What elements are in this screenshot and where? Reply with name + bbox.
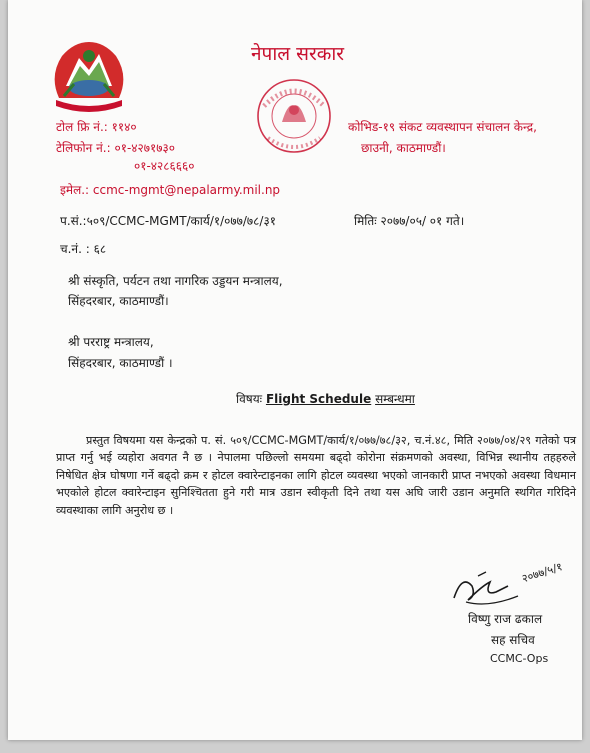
recipient-2-line2: सिंहदरबार, काठमाण्डौं ।: [68, 356, 173, 370]
phone-number-1: टेलिफोन नं.: ०१-४२७१७३०: [56, 141, 175, 155]
signatory-name: विष्णु राज ढकाल: [468, 612, 543, 626]
signatory-title: सह सचिव: [491, 633, 535, 647]
office-address: छाउनी, काठमाण्डौं।: [361, 141, 446, 155]
subject-title-english: Flight Schedule: [265, 392, 372, 406]
email-address: इमेल.: ccmc-mgmt@nepalarmy.mil.np: [60, 183, 281, 197]
phone-number-2: ०१-४२८६६६०: [134, 159, 195, 173]
subject-line: [236, 390, 415, 407]
signatory-unit: CCMC-Ops: [490, 652, 549, 665]
subject-label: विषयः: [236, 392, 263, 406]
recipient-1-line1: श्री संस्कृति, पर्यटन तथा नागरिक उड्डयन मन्त्रालय,: [68, 274, 283, 288]
tollfree-number: टोल फ्रि नं.: ११४०: [56, 120, 137, 134]
recipient-2-line1: श्री परराष्ट्र मन्त्रालय,: [68, 335, 154, 349]
office-seal: [248, 76, 340, 158]
nepal-emblem: [44, 36, 134, 114]
subject-title-nepali: सम्बन्धमा: [375, 392, 415, 406]
recipient-1-line2: सिंहदरबार, काठमाण्डौं।: [68, 294, 169, 308]
letter-page: [8, 0, 582, 740]
dispatch-number: च.नं. : ६८: [60, 242, 107, 256]
office-name: कोभिड-१९ संकट व्यवस्थापन संचालन केन्द्र,: [348, 120, 537, 134]
letter-body-text: प्रस्तुत विषयमा यस केन्द्रको प. सं. ५०९/CCMC-MGMT/कार्य/१/०७७/७८/३२, च.नं.४८, मिति २०७७/०४/२९ गतेको पत्र प्राप्त गर्नु भई व्यहोरा अवगत नै छ । नेपालमा पछिल्लो समयमा बढ्दो कोरोना संक्रमणको अवस्था, विभिन्न स्थानीय तहहरुले निषेधित क्षेत्र घोषणा गर्ने बढ्दो क्रम र होटल क्वारेन्टाइनका लागि होटल व्यवस्था भएको जानकारी प्राप्त नभएको अवस्था विधमान भएकोले होटल क्वारेन्टाइन सुनिश्चितता हुने गरी मात्र उडान स्वीकृती दिने तथा यस अघि जारी उडान अनुमति स्थगित गरिदिने व्यवस्थाका लागि अनुरोध छ ।: [56, 434, 576, 517]
government-title: नेपाल सरकार: [251, 43, 345, 65]
letter-body: [56, 432, 576, 519]
reference-number: प.सं.:५०९/CCMC-MGMT/कार्य/१/०७७/७८/३१: [60, 214, 276, 228]
signature-date: २०७७/५/१: [520, 560, 565, 586]
letter-date: मितिः २०७७/०५/ ०१ गते।: [354, 214, 465, 228]
